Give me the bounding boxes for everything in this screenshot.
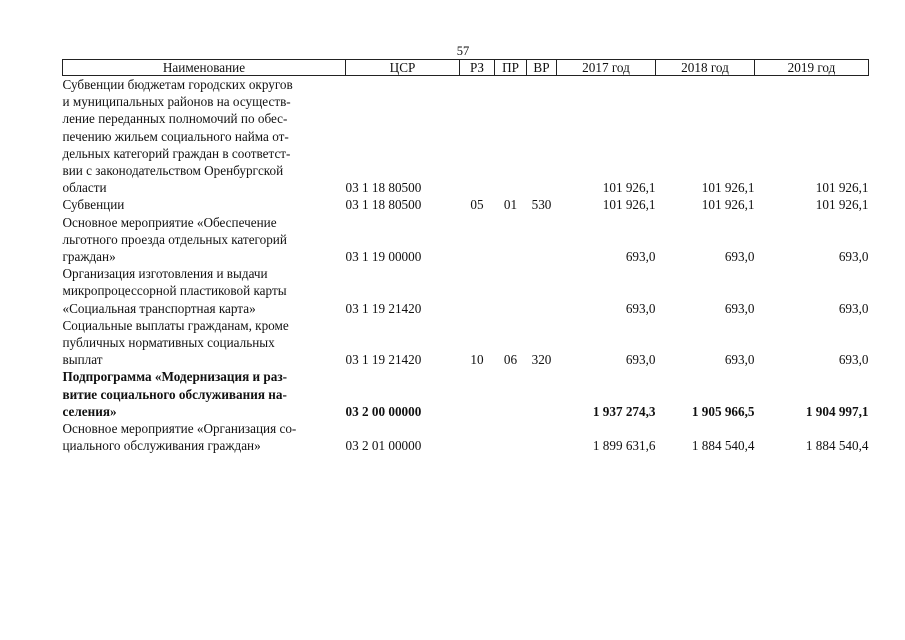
row-pr xyxy=(495,214,527,266)
table-row xyxy=(63,214,869,266)
row-rz xyxy=(460,76,495,197)
row-name-line: Основное мероприятие «Организация со- xyxy=(62,421,297,437)
row-vr xyxy=(527,214,557,266)
header-2017: 2017 год xyxy=(557,60,656,76)
row-vr xyxy=(527,76,557,197)
header-pr: ПР xyxy=(495,60,527,76)
row-vr xyxy=(527,265,557,317)
row-value-2019: 693,0 xyxy=(838,352,869,368)
table-row xyxy=(63,420,869,454)
budget-table xyxy=(62,59,869,454)
row-csr: 03 1 19 00000 xyxy=(345,249,422,265)
row-rz xyxy=(460,214,495,266)
row-name-line: выплат xyxy=(62,352,103,368)
row-value-2019: 1 884 540,4 xyxy=(805,438,869,454)
row-name-line: дельных категорий граждан в соответст- xyxy=(62,145,291,161)
row-value-2018: 101 926,1 xyxy=(701,197,755,213)
row-name xyxy=(63,265,346,317)
row-vr: 320 xyxy=(531,352,552,368)
row-name xyxy=(63,214,346,266)
row-name-line: микропроцессорной пластиковой карты xyxy=(62,283,287,299)
row-name-line: Основное мероприятие «Обеспечение xyxy=(62,214,277,230)
table-row xyxy=(63,317,869,369)
row-csr: 03 2 00 00000 xyxy=(345,403,422,419)
row-pr: 06 xyxy=(503,352,518,368)
row-name xyxy=(63,196,346,213)
row-name-line: витие социального обслуживания на- xyxy=(62,386,287,402)
row-name-line: селения» xyxy=(62,403,117,419)
table-row xyxy=(63,196,869,213)
row-value-2017: 1 899 631,6 xyxy=(592,438,656,454)
row-name-line: ление переданных полномочий по обес- xyxy=(62,111,288,127)
row-value-2018: 693,0 xyxy=(724,352,755,368)
row-csr: 03 1 18 80500 xyxy=(345,197,422,213)
row-csr: 03 1 19 21420 xyxy=(345,300,422,316)
row-value-2017: 1 937 274,3 xyxy=(592,403,656,419)
row-value-2017: 693,0 xyxy=(625,249,656,265)
row-csr: 03 2 01 00000 xyxy=(345,438,422,454)
row-value-2018: 693,0 xyxy=(724,300,755,316)
row-name xyxy=(63,317,346,369)
row-value-2019: 1 904 997,1 xyxy=(805,403,869,419)
row-value-2017: 693,0 xyxy=(625,300,656,316)
header-2018: 2018 год xyxy=(656,60,755,76)
header-name: Наименование xyxy=(63,60,346,76)
row-value-2019: 693,0 xyxy=(838,300,869,316)
row-value-2017: 101 926,1 xyxy=(602,180,656,196)
row-name-line: и муниципальных районов на осуществ- xyxy=(62,94,291,110)
row-value-2018: 693,0 xyxy=(724,249,755,265)
row-name xyxy=(63,368,346,420)
table-row xyxy=(63,368,869,420)
row-name-line: вии с законодательством Оренбургской xyxy=(62,163,284,179)
row-rz xyxy=(460,265,495,317)
row-pr: 01 xyxy=(503,197,518,213)
row-rz xyxy=(460,420,495,454)
row-rz xyxy=(460,368,495,420)
header-2019: 2019 год xyxy=(755,60,869,76)
row-csr: 03 1 19 21420 xyxy=(345,352,422,368)
row-name-line: граждан» xyxy=(62,249,116,265)
header-vr: ВР xyxy=(527,60,557,76)
row-value-2018: 1 905 966,5 xyxy=(691,403,755,419)
row-name-line: Организация изготовления и выдачи xyxy=(62,266,268,282)
row-name xyxy=(63,76,346,197)
row-name-line: печению жильем социального найма от- xyxy=(62,128,289,144)
header-csr: ЦСР xyxy=(346,60,460,76)
row-pr xyxy=(495,265,527,317)
row-vr xyxy=(527,368,557,420)
row-name-line: области xyxy=(62,180,107,196)
table-body xyxy=(63,76,869,455)
row-name-line: Субвенции бюджетам городских округов xyxy=(62,77,293,92)
table-row xyxy=(63,265,869,317)
page-number: 57 xyxy=(456,44,470,58)
row-vr xyxy=(527,420,557,454)
row-value-2017: 101 926,1 xyxy=(602,197,656,213)
table-row xyxy=(63,76,869,197)
row-vr: 530 xyxy=(531,197,552,213)
row-pr xyxy=(495,76,527,197)
row-value-2019: 693,0 xyxy=(838,249,869,265)
row-value-2018: 101 926,1 xyxy=(701,180,755,196)
row-value-2019: 101 926,1 xyxy=(815,180,869,196)
row-value-2019: 101 926,1 xyxy=(815,197,869,213)
row-pr xyxy=(495,368,527,420)
row-name-line: Подпрограмма «Модернизация и раз- xyxy=(62,369,288,385)
row-name-line: публичных нормативных социальных xyxy=(62,335,275,351)
row-rz: 10 xyxy=(470,352,484,368)
row-name-line: «Социальная транспортная карта» xyxy=(62,300,256,316)
row-name-line: Социальные выплаты гражданам, кроме xyxy=(62,317,289,333)
row-value-2017: 693,0 xyxy=(625,352,656,368)
header-rz: РЗ xyxy=(460,60,495,76)
row-name-line: циального обслуживания граждан» xyxy=(62,438,261,454)
row-csr: 03 1 18 80500 xyxy=(345,180,422,196)
row-name xyxy=(63,420,346,454)
row-value-2018: 1 884 540,4 xyxy=(691,438,755,454)
row-name-line: Субвенции xyxy=(62,197,125,213)
row-pr xyxy=(495,420,527,454)
table-header-row xyxy=(63,60,869,76)
row-name-line: льготного проезда отдельных категорий xyxy=(62,231,287,247)
row-rz: 05 xyxy=(470,197,484,213)
